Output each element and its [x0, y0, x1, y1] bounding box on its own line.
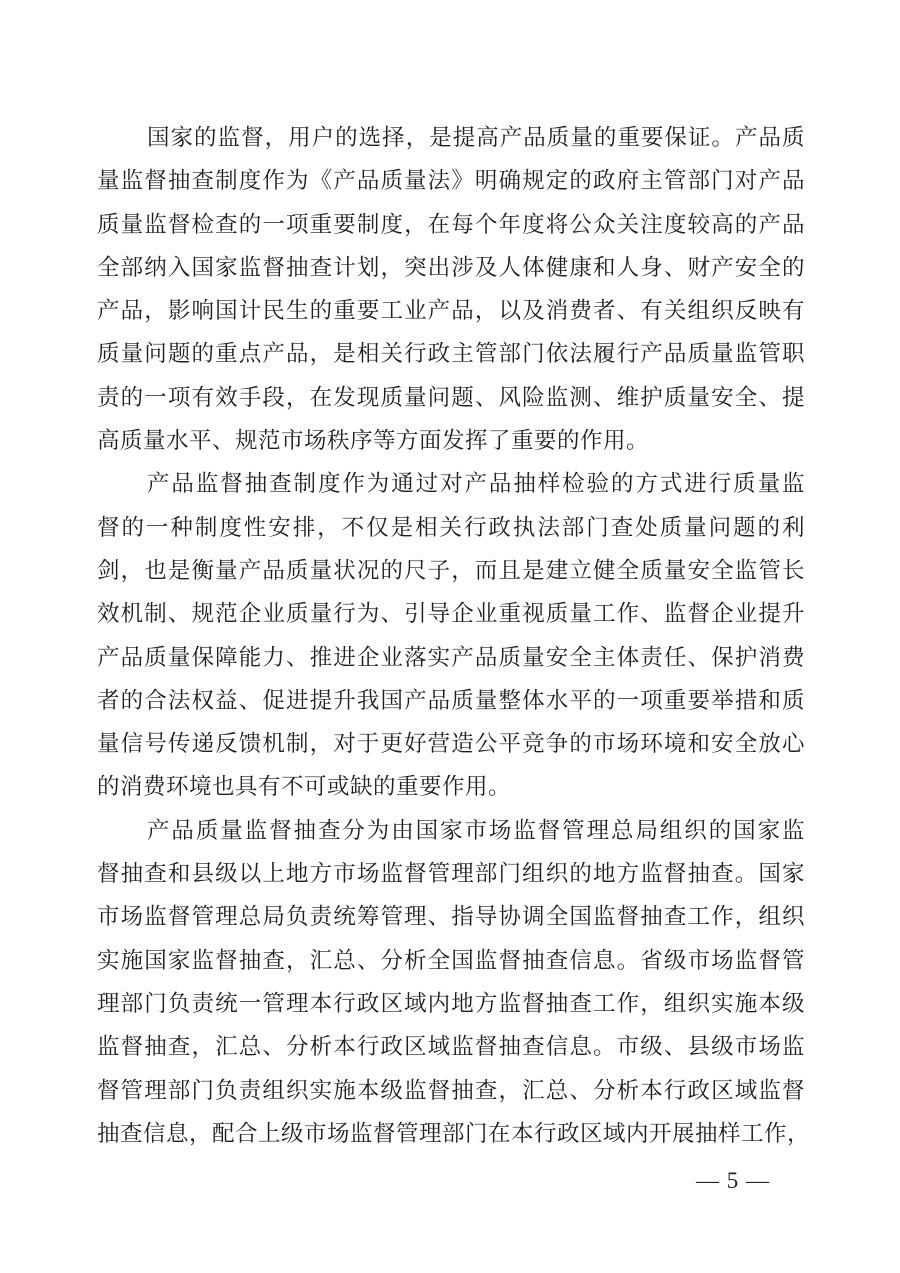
text-line: 量监督抽查制度作为《产品质量法》明确规定的政府主管部门对产品: [97, 168, 805, 194]
text-line: 抽查信息，配合上级市场监督管理部门在本行政区域内开展抽样工作，: [97, 1120, 811, 1146]
text-line: 产品质量监督抽查分为由国家市场监督管理总局组织的国家监: [147, 817, 805, 843]
text-line: 质量监督检查的一项重要制度，在每个年度将公众关注度较高的产品: [97, 211, 805, 237]
document-text-block: [97, 116, 811, 1155]
text-line: 产品质量保障能力、推进企业落实产品质量安全主体责任、保护消费: [97, 644, 805, 670]
text-line: 者的合法权益、促进提升我国产品质量整体水平的一项重要举措和质: [97, 687, 805, 713]
text-line: 质量问题的重点产品，是相关行政主管部门依法履行产品质量监管职: [97, 341, 805, 367]
text-line: 效机制、规范企业质量行为、引导企业重视质量工作、监督企业提升: [97, 601, 805, 627]
text-line: 量信号传递反馈机制，对于更好营造公平竞争的市场环境和安全放心: [97, 731, 805, 757]
paragraph-1: [97, 116, 805, 462]
text-line: 产品监督抽查制度作为通过对产品抽样检验的方式进行质量监: [147, 471, 805, 497]
text-line: 高质量水平、规范市场秩序等方面发挥了重要的作用。: [97, 428, 650, 454]
text-line: 的消费环境也具有不可或缺的重要作用。: [97, 774, 512, 800]
page-number: — 5 —: [696, 1168, 770, 1193]
text-line: 剑，也是衡量产品质量状况的尺子，而且是建立健全质量安全监管长: [97, 557, 805, 583]
paragraph-2: [97, 462, 805, 808]
text-line: 全部纳入国家监督抽查计划，突出涉及人体健康和人身、财产安全的: [97, 254, 805, 280]
text-line: 市场监督管理总局负责统筹管理、指导协调全国监督抽查工作，组织: [97, 904, 805, 930]
text-line: 监督抽查，汇总、分析本行政区域监督抽查信息。市级、县级市场监: [97, 1034, 805, 1060]
text-line: 产品，影响国计民生的重要工业产品，以及消费者、有关组织反映有: [97, 298, 805, 324]
text-line: 责的一项有效手段，在发现质量问题、风险监测、维护质量安全、提: [97, 384, 805, 410]
text-line: 实施国家监督抽查，汇总、分析全国监督抽查信息。省级市场监督管: [97, 947, 805, 973]
text-line: 督抽查和县级以上地方市场监督管理部门组织的地方监督抽查。国家: [97, 861, 805, 887]
text-line: 督管理部门负责组织实施本级监督抽查，汇总、分析本行政区域监督: [97, 1077, 805, 1103]
text-line: 理部门负责统一管理本行政区域内地方监督抽查工作，组织实施本级: [97, 990, 805, 1016]
paragraph-3: [97, 809, 811, 1155]
text-line: 国家的监督，用户的选择，是提高产品质量的重要保证。产品质: [147, 125, 805, 150]
text-line: 督的一种制度性安排，不仅是相关行政执法部门查处质量问题的利: [97, 514, 805, 540]
